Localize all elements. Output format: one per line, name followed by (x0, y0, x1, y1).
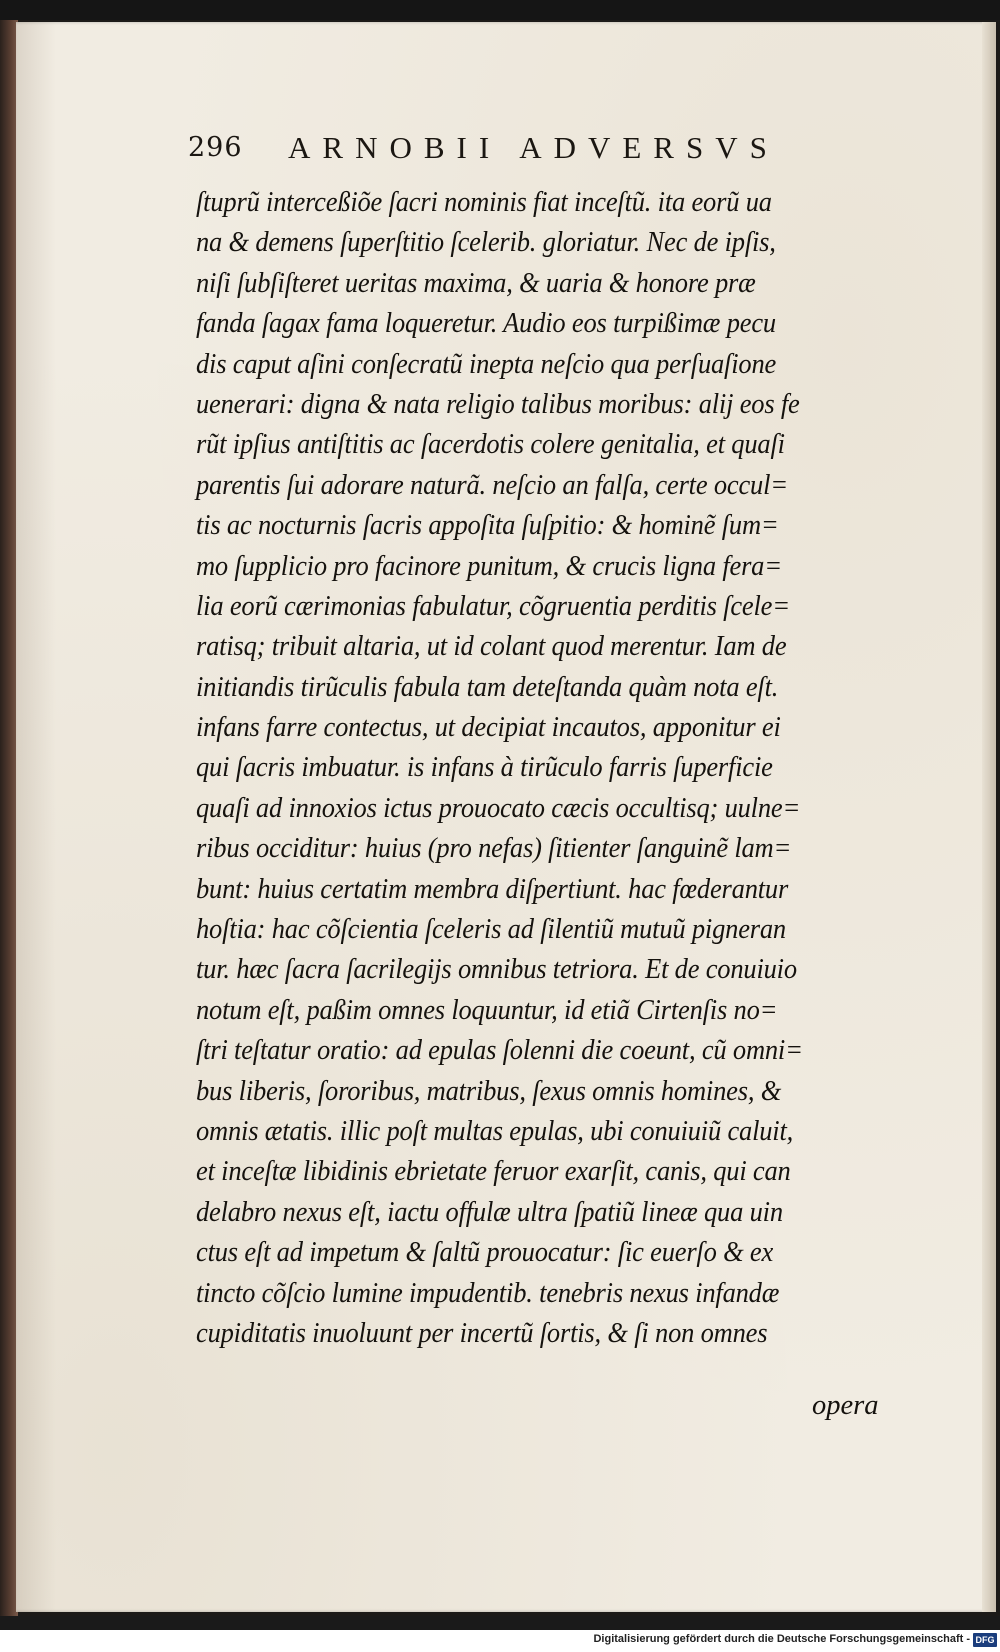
digitization-footer (0, 1630, 1000, 1652)
text-line: notum eſt, paßim omnes loquuntur, id etiã Cirtenſis no= (196, 994, 778, 1026)
text-line: fanda ſagax fama loqueretur. Audio eos turpißimæ pecu (196, 308, 776, 340)
text-line: et inceſtæ libidinis ebrietate feruor exarſit, canis, qui can (196, 1156, 791, 1188)
text-line: bunt: huius certatim membra diſpertiunt. hac fœderantur (196, 873, 789, 905)
text-line: omnis ætatis. illic poſt multas epulas, ubi conuiuiũ caluit, (196, 1115, 794, 1147)
text-line: ribus occiditur: huius (pro nefas) ſitienter ſanguinẽ lam= (196, 833, 792, 865)
text-line: ſtuprũ interceßiõe ſacri nominis fiat inceſtũ. ita eorũ ua (196, 187, 772, 218)
text-line: tur. hæc ſacra ſacrilegijs omnibus tetriora. Et de conuiuio (196, 954, 797, 986)
text-line: ratisq; tribuit altaria, ut id colant quod merentur. Iam de (196, 631, 787, 663)
text-line: delabro nexus eſt, iactu offulæ ultra ſpatiũ lineæ qua uin (196, 1196, 783, 1228)
text-line: hoſtia: hac cõſcientia ſceleris ad ſilentiũ mutuũ pigneran (196, 914, 786, 946)
text-line: tincto cõſcio lumine impudentib. tenebris nexus infandæ (196, 1277, 780, 1309)
catchword: opera (812, 1390, 879, 1421)
text-line: rũt ipſius antiſtitis ac ſacerdotis colere genitalia, et quaſi (196, 429, 785, 461)
text-line: initiandis tirũculis fabula tam deteſtanda quàm nota eſt. (196, 671, 779, 703)
text-line: infans farre contectus, ut decipiat incautos, apponitur ei (196, 712, 781, 744)
running-head (188, 130, 868, 174)
page-fore-edge (982, 22, 996, 1612)
funding-note: Digitalisierung gefördert durch die Deutsche Forschungsgemeinschaft - (593, 1633, 970, 1645)
page-number: 296 (188, 132, 243, 163)
text-line: cupiditatis inuoluunt per incertũ ſortis, & ſi non omnes (196, 1317, 768, 1349)
text-line: uenerari: digna & nata religio talibus moribus: alij eos fe (196, 388, 800, 420)
text-line: ctus eſt ad impetum & ſaltũ prouocatur: ſic euerſo & ex (196, 1237, 774, 1269)
dfg-logo: DFG (973, 1633, 997, 1647)
text-line: tis ac nocturnis ſacris appoſita ſuſpitio: & hominẽ ſum= (196, 510, 779, 542)
text-line: qui ſacris imbuatur. is infans à tirũculo farris ſuperficie (196, 752, 773, 784)
text-line: ſtri teſtatur oratio: ad epulas ſolenni die coeunt, cũ omni= (196, 1035, 803, 1067)
text-line: quaſi ad innoxios ictus prouocato cæcis occultisq; uulne= (196, 792, 801, 824)
main-text-block (196, 183, 896, 1354)
text-line: parentis ſui adorare naturã. neſcio an falſa, certe occul= (196, 469, 788, 501)
text-line: bus liberis, ſororibus, matribus, ſexus omnis homines, & (196, 1075, 782, 1107)
text-line: niſi ſubſiſteret ueritas maxima, & uaria & honore præ (196, 267, 756, 299)
text-line: dis caput aſini conſecratũ inepta neſcio qua perſuaſione (196, 348, 777, 380)
running-title: ARNOBII ADVERSVS (288, 130, 779, 165)
text-line: lia eorũ cærimonias fabulatur, cõgruentia perditis ſcele= (196, 590, 790, 622)
text-line: na & demens ſuperſtitio ſcelerib. gloriatur. Nec de ipſis, (196, 227, 776, 259)
text-line: mo ſupplicio pro facinore punitum, & crucis ligna fera= (196, 550, 782, 582)
